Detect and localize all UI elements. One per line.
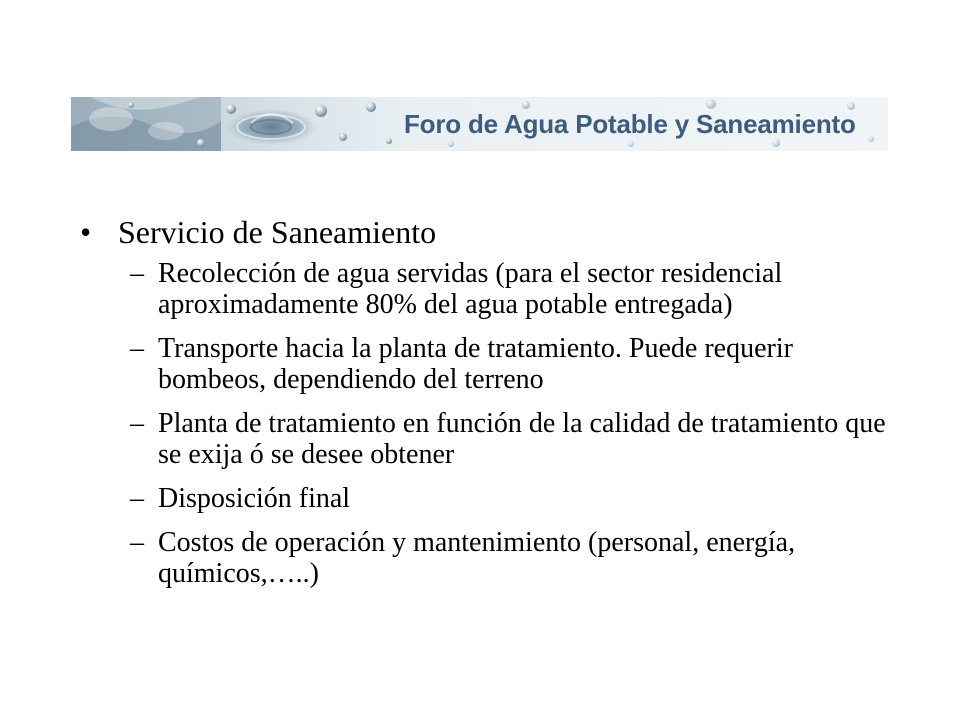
list-item-text: Costos de operación y mantenimiento (personal, energía, químicos,…..)	[158, 527, 796, 589]
list-item-text: Planta de tratamiento en función de la calidad de tratamiento que se exija ó se desee obtener	[158, 408, 886, 470]
header-banner	[71, 97, 888, 151]
dash-marker: –	[130, 333, 144, 364]
dash-marker: –	[130, 483, 144, 514]
list-item	[130, 483, 900, 514]
list-item	[130, 527, 900, 589]
list-item	[130, 333, 900, 395]
dash-marker: –	[130, 258, 144, 289]
dash-marker: –	[130, 408, 144, 439]
sub-item-list	[130, 258, 900, 589]
dash-marker: –	[130, 527, 144, 558]
main-bullet	[80, 212, 900, 252]
list-item-text: Recolección de agua servidas (para el sector residencial aproximadamente 80% del agua potable entregada)	[158, 258, 783, 320]
slide-content	[80, 212, 900, 602]
list-item-text: Disposición final	[158, 483, 351, 514]
list-item	[130, 408, 900, 470]
bullet-marker: •	[80, 214, 92, 250]
list-item	[130, 258, 900, 320]
list-item-text: Transporte hacia la planta de tratamiento. Puede requerir bombeos, dependiendo del terreno	[158, 333, 793, 395]
bullet-heading: Servicio de Saneamiento	[118, 214, 437, 250]
banner-title: Foro de Agua Potable y Saneamiento	[404, 109, 856, 139]
